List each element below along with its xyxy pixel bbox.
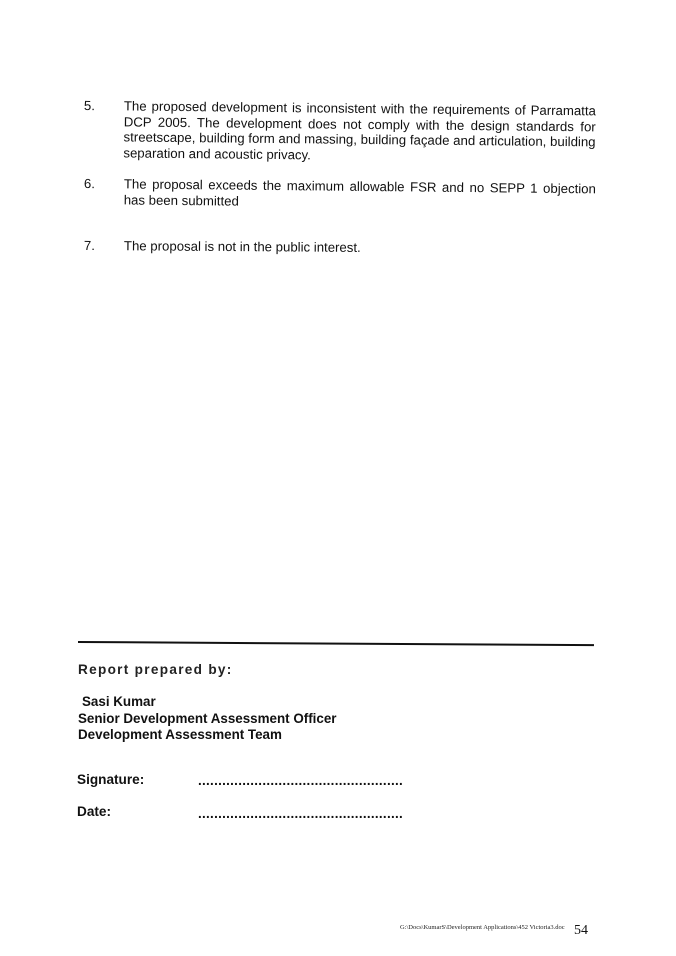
reason-text: The proposal is not in the public interest.: [123, 238, 361, 255]
date-line: ...................................................: [198, 806, 404, 821]
reason-item-5: [83, 98, 604, 162]
signature-label: Signature:: [77, 772, 145, 787]
report-prepared-heading: Report prepared by:: [78, 662, 233, 677]
officer-team: Development Assessment Team: [78, 727, 282, 742]
reason-number: 5.: [83, 98, 95, 114]
officer-position: Senior Development Assessment Officer: [78, 711, 337, 726]
signature-line: ...................................................: [198, 773, 404, 788]
officer-name: Sasi Kumar: [82, 694, 156, 709]
page-number: 54: [574, 923, 588, 938]
reason-item-6: [83, 176, 604, 209]
footer-file-path: G:\Docs\KumarS\Development Applications\452 Victoria3.doc: [400, 924, 565, 931]
reason-item-7: [83, 238, 604, 255]
section-divider: [78, 641, 594, 646]
date-label: Date:: [77, 804, 111, 819]
reason-text: The proposed development is inconsistent with the requirements of Parramatta DCP 2005. The development does not comply with the design standards for streetscape, building form and massing, building façade and articulation, building separation and acoustic privacy.: [123, 98, 596, 162]
reason-number: 6.: [83, 176, 95, 192]
reason-text: The proposal exceeds the maximum allowable FSR and no SEPP 1 objection has been submitted: [123, 176, 596, 209]
reason-number: 7.: [83, 238, 95, 254]
